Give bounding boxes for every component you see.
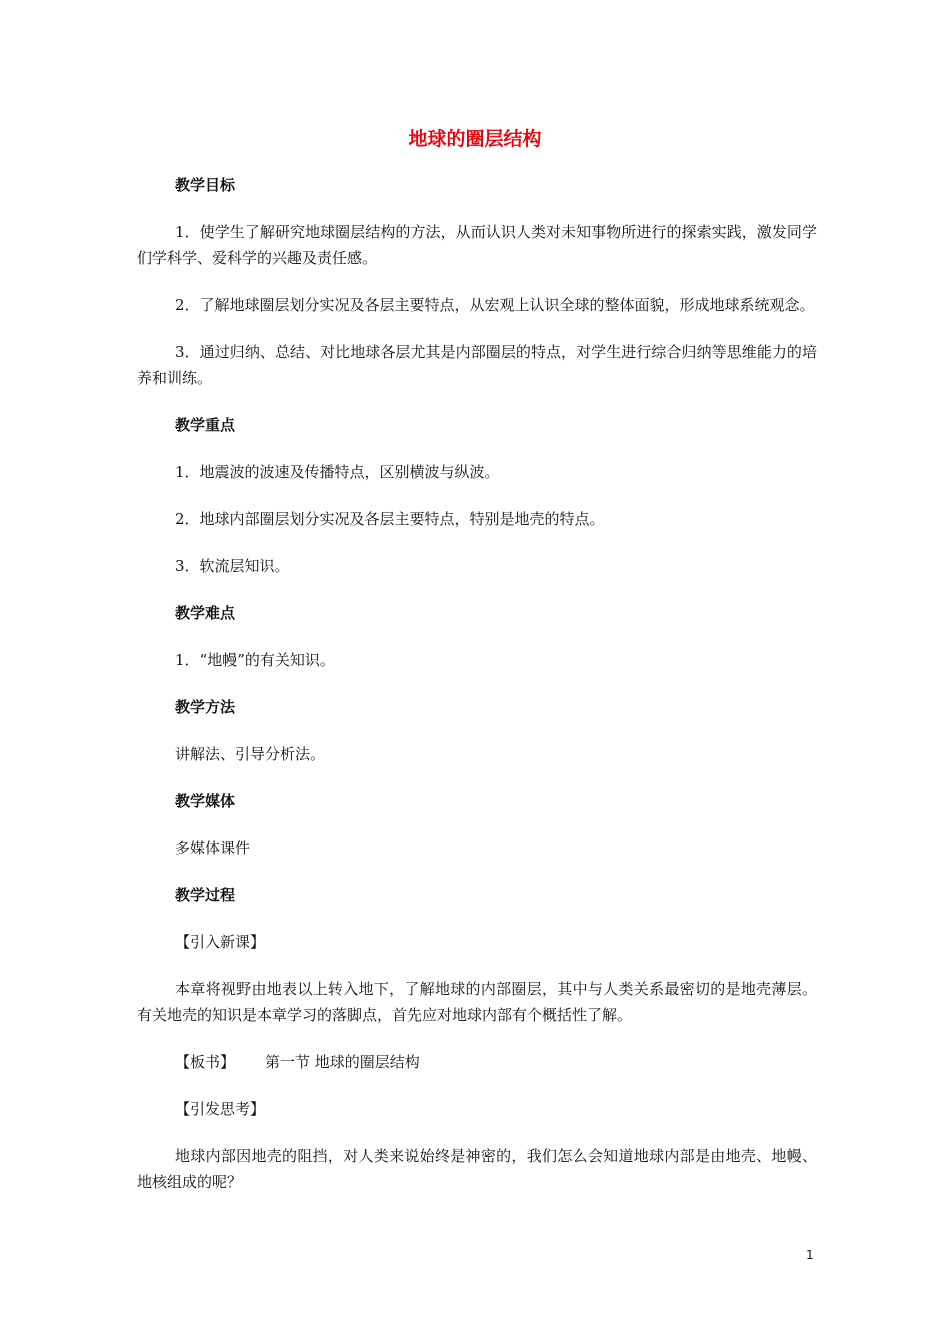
difficulty-item-1: 1．“地幔”的有关知识。 [175, 651, 335, 669]
document-body [137, 172, 817, 1216]
intro-text: 本章将视野由地表以上转入地下，了解地球的内部圈层，其中与人类关系最密切的是地壳薄层。有关地壳的知识是本章学习的落脚点，首先应对地球内部有个概括性了解。 [137, 980, 817, 1024]
goal-item-1: 1．使学生了解研究地球圈层结构的方法，从而认识人类对未知事物所进行的探索实践，激发同学们学科学、爱科学的兴趣及责任感。 [137, 223, 817, 267]
board-text: 第一节 地球的圈层结构 [265, 1053, 420, 1071]
goal-item-2: 2．了解地球圈层划分实况及各层主要特点，从宏观上认识全球的整体面貌，形成地球系统观念。 [175, 296, 815, 314]
method-item-1: 讲解法、引导分析法。 [175, 745, 326, 763]
section-heading-method: 教学方法 [175, 698, 236, 716]
board-line [137, 1049, 817, 1075]
board-label: 【板书】 [175, 1053, 236, 1071]
key-item-1: 1．地震波的波速及传播特点，区别横波与纵波。 [175, 463, 500, 481]
media-item-1: 多媒体课件 [175, 839, 251, 857]
section-heading-difficulty: 教学难点 [175, 604, 236, 622]
page-title: 地球的圈层结构 [408, 128, 542, 150]
key-item-2: 2．地球内部圈层划分实况及各层主要特点，特别是地壳的特点。 [175, 510, 605, 528]
page-number: 1 [806, 1248, 814, 1262]
intro-label: 【引入新课】 [175, 933, 266, 951]
goal-item-3: 3．通过归纳、总结、对比地球各层尤其是内部圈层的特点，对学生进行综合归纳等思维能力的培养和训练。 [137, 343, 817, 387]
think-text: 地球内部因地壳的阻挡，对人类来说始终是神密的，我们怎么会知道地球内部是由地壳、地幔、地核组成的呢？ [137, 1147, 817, 1191]
section-heading-goals: 教学目标 [175, 176, 236, 194]
section-heading-key: 教学重点 [175, 416, 236, 434]
key-item-3: 3．软流层知识。 [175, 557, 290, 575]
think-label: 【引发思考】 [175, 1100, 266, 1118]
section-heading-process: 教学过程 [175, 886, 236, 904]
section-heading-media: 教学媒体 [175, 792, 236, 810]
